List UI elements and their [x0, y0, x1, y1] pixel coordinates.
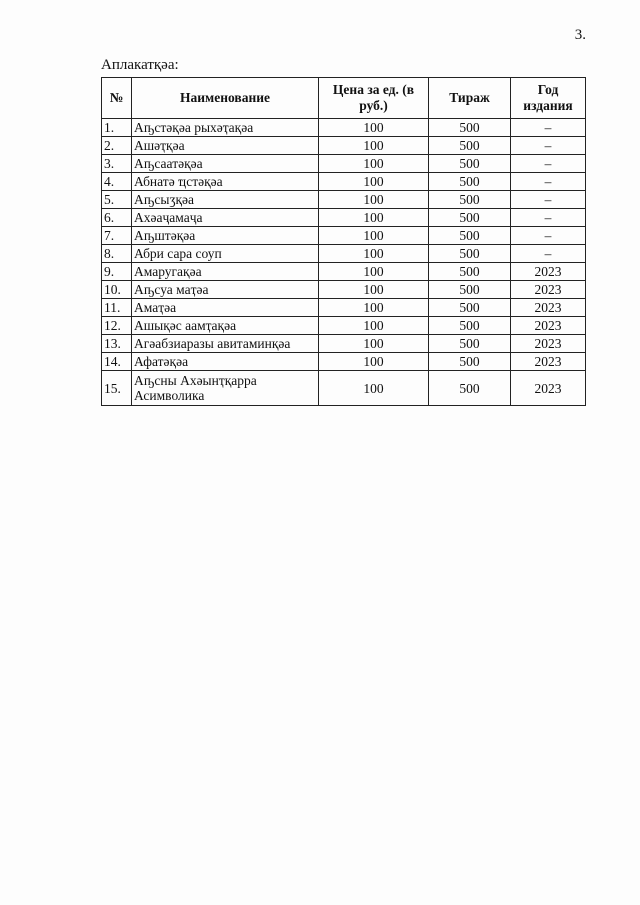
row-tirazh: 500	[429, 371, 511, 406]
header-num: №	[102, 78, 132, 119]
row-num: 13.	[102, 335, 132, 353]
table-row	[102, 299, 586, 317]
row-tirazh: 500	[429, 299, 511, 317]
row-num: 6.	[102, 209, 132, 227]
row-year: –	[511, 155, 586, 173]
row-price: 100	[319, 263, 429, 281]
row-tirazh: 500	[429, 353, 511, 371]
row-year: –	[511, 119, 586, 137]
row-name: Аҧстәқәа рыхәҭақәа	[132, 119, 319, 137]
table-row	[102, 173, 586, 191]
table-row	[102, 191, 586, 209]
row-tirazh: 500	[429, 245, 511, 263]
row-price: 100	[319, 119, 429, 137]
header-tirazh: Тираж	[429, 78, 511, 119]
row-tirazh: 500	[429, 191, 511, 209]
row-name: Абнатә ҵстәқәа	[132, 173, 319, 191]
table-row	[102, 227, 586, 245]
row-num: 5.	[102, 191, 132, 209]
row-name: Ашәҭқәа	[132, 137, 319, 155]
row-num: 1.	[102, 119, 132, 137]
row-price: 100	[319, 245, 429, 263]
row-price: 100	[319, 209, 429, 227]
row-year: –	[511, 191, 586, 209]
row-name: Аҧсаатәқәа	[132, 155, 319, 173]
row-price: 100	[319, 281, 429, 299]
row-price: 100	[319, 155, 429, 173]
row-tirazh: 500	[429, 281, 511, 299]
row-tirazh: 500	[429, 119, 511, 137]
table-row	[102, 155, 586, 173]
table-row	[102, 137, 586, 155]
row-name: Амаҭәа	[132, 299, 319, 317]
row-price: 100	[319, 371, 429, 406]
row-year: 2023	[511, 299, 586, 317]
row-tirazh: 500	[429, 173, 511, 191]
row-num: 11.	[102, 299, 132, 317]
row-price: 100	[319, 137, 429, 155]
row-tirazh: 500	[429, 137, 511, 155]
row-year: 2023	[511, 353, 586, 371]
table-row	[102, 335, 586, 353]
table-row	[102, 281, 586, 299]
row-num: 12.	[102, 317, 132, 335]
table-row	[102, 353, 586, 371]
row-year: –	[511, 173, 586, 191]
row-name: Амаругақәа	[132, 263, 319, 281]
row-name: Аҧсуа маҭәа	[132, 281, 319, 299]
row-price: 100	[319, 317, 429, 335]
row-year: 2023	[511, 317, 586, 335]
row-price: 100	[319, 335, 429, 353]
table-row	[102, 245, 586, 263]
row-year: 2023	[511, 281, 586, 299]
header-name: Наименование	[132, 78, 319, 119]
row-tirazh: 500	[429, 209, 511, 227]
header-price: Цена за ед. (в руб.)	[319, 78, 429, 119]
row-year: 2023	[511, 335, 586, 353]
page-number: 3.	[574, 27, 586, 43]
row-price: 100	[319, 299, 429, 317]
row-price: 100	[319, 353, 429, 371]
row-num: 14.	[102, 353, 132, 371]
row-year: –	[511, 245, 586, 263]
row-year: –	[511, 209, 586, 227]
row-year: –	[511, 137, 586, 155]
row-num: 2.	[102, 137, 132, 155]
header-year: Год издания	[511, 78, 586, 119]
row-year: –	[511, 227, 586, 245]
row-price: 100	[319, 173, 429, 191]
table-row	[102, 119, 586, 137]
table-row	[102, 263, 586, 281]
row-name: Аҧсыӡқәа	[132, 191, 319, 209]
row-num: 10.	[102, 281, 132, 299]
row-name: Агәабзиаразы авитаминқәа	[132, 335, 319, 353]
table-header-row	[102, 78, 586, 119]
row-name: Абри сара соуп	[132, 245, 319, 263]
row-name: Ахәаҷамаҷа	[132, 209, 319, 227]
table-row	[102, 371, 586, 406]
row-year: 2023	[511, 263, 586, 281]
price-table	[101, 77, 586, 406]
row-price: 100	[319, 227, 429, 245]
row-num: 4.	[102, 173, 132, 191]
row-name: Аҧштәқәа	[132, 227, 319, 245]
row-name: Аҧсны Ахәынҭқарра Асимволика	[132, 371, 319, 406]
row-name: Ашықәс аамҭақәа	[132, 317, 319, 335]
row-num: 7.	[102, 227, 132, 245]
row-num: 9.	[102, 263, 132, 281]
table-row	[102, 317, 586, 335]
row-year: 2023	[511, 371, 586, 406]
row-num: 3.	[102, 155, 132, 173]
row-tirazh: 500	[429, 335, 511, 353]
section-title: Аплакатқәа:	[101, 57, 179, 73]
row-num: 15.	[102, 371, 132, 406]
row-tirazh: 500	[429, 317, 511, 335]
row-name: Афатәқәа	[132, 353, 319, 371]
row-tirazh: 500	[429, 155, 511, 173]
row-num: 8.	[102, 245, 132, 263]
table-row	[102, 209, 586, 227]
row-price: 100	[319, 191, 429, 209]
row-tirazh: 500	[429, 227, 511, 245]
row-tirazh: 500	[429, 263, 511, 281]
